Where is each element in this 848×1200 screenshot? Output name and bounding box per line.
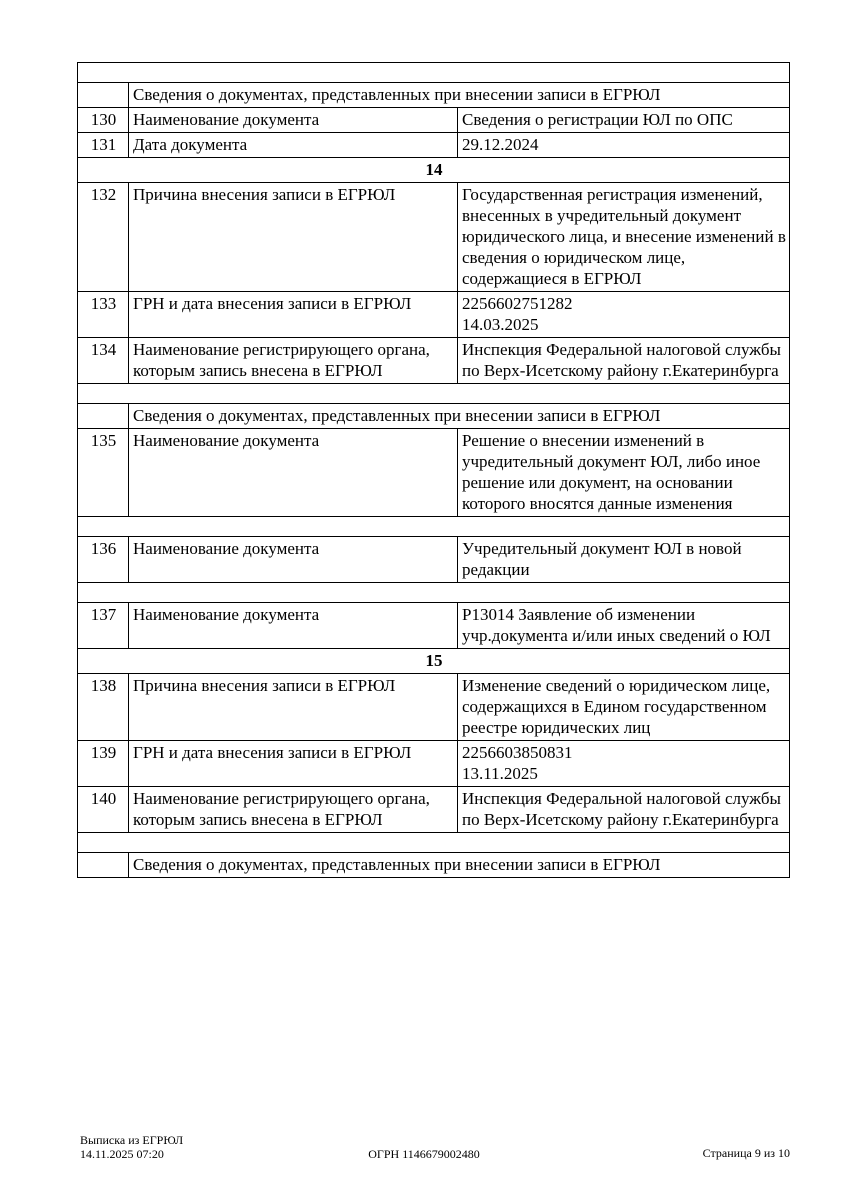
record-row bbox=[78, 537, 790, 583]
footer-doc-name: Выписка из ЕГРЮЛ bbox=[80, 1133, 184, 1147]
docs-header-empty-cell bbox=[78, 853, 129, 878]
spacer-row bbox=[78, 63, 790, 83]
docs-header-row bbox=[78, 83, 790, 108]
record-number: 131 bbox=[78, 133, 129, 158]
record-number: 140 bbox=[78, 787, 129, 833]
record-row bbox=[78, 429, 790, 517]
record-label: Наименование документа bbox=[129, 537, 458, 583]
record-value-line: Изменение сведений о юридическом лице, содержащихся в Едином государственном реестре юридических лиц bbox=[462, 676, 771, 737]
spacer-row bbox=[78, 583, 790, 603]
record-row bbox=[78, 108, 790, 133]
spacer-row bbox=[78, 384, 790, 404]
docs-header-text: Сведения о документах, представленных при внесении записи в ЕГРЮЛ bbox=[129, 83, 790, 108]
record-value bbox=[458, 674, 790, 741]
record-value-line: Р13014 Заявление об изменении учр.документа и/или иных сведений о ЮЛ bbox=[462, 605, 771, 645]
record-row bbox=[78, 787, 790, 833]
record-number: 137 bbox=[78, 603, 129, 649]
record-row bbox=[78, 674, 790, 741]
spacer-row bbox=[78, 833, 790, 853]
record-value-line: 29.12.2024 bbox=[462, 135, 539, 154]
spacer-cell bbox=[78, 833, 790, 853]
docs-header-row bbox=[78, 404, 790, 429]
record-row bbox=[78, 603, 790, 649]
group-number: 14 bbox=[78, 158, 790, 183]
record-row bbox=[78, 741, 790, 787]
record-label: Наименование документа bbox=[129, 603, 458, 649]
record-number: 136 bbox=[78, 537, 129, 583]
record-value bbox=[458, 108, 790, 133]
egrul-records-table bbox=[77, 62, 790, 878]
record-value-line: Сведения о регистрации ЮЛ по ОПС bbox=[462, 110, 733, 129]
record-value-line: 13.11.2025 bbox=[462, 764, 538, 783]
record-label: Наименование документа bbox=[129, 429, 458, 517]
record-value-line: Инспекция Федеральной налоговой службы по Верх-Исетскому району г.Екатеринбурга bbox=[462, 789, 781, 829]
docs-header-row bbox=[78, 853, 790, 878]
record-value-line: 14.03.2025 bbox=[462, 315, 539, 334]
record-value-line: Решение о внесении изменений в учредительный документ ЮЛ, либо иное решение или документ, на основании которого вносятся данные изменения bbox=[462, 431, 761, 513]
spacer-cell bbox=[78, 63, 790, 83]
record-value-line: Государственная регистрация изменений, внесенных в учредительный документ юридического лица, и внесение изменений в сведения о юридическом лице, содержащиеся в ЕГРЮЛ bbox=[462, 185, 786, 288]
record-value-line: 2256602751282 bbox=[462, 294, 573, 313]
record-label: Наименование регистрирующего органа, которым запись внесена в ЕГРЮЛ bbox=[129, 787, 458, 833]
record-value bbox=[458, 741, 790, 787]
record-value-line: 2256603850831 bbox=[462, 743, 573, 762]
record-number: 133 bbox=[78, 292, 129, 338]
record-number: 135 bbox=[78, 429, 129, 517]
record-label: Дата документа bbox=[129, 133, 458, 158]
record-value bbox=[458, 183, 790, 292]
record-row bbox=[78, 292, 790, 338]
record-number: 132 bbox=[78, 183, 129, 292]
record-value bbox=[458, 603, 790, 649]
record-label: ГРН и дата внесения записи в ЕГРЮЛ bbox=[129, 741, 458, 787]
record-value bbox=[458, 787, 790, 833]
footer-page-indicator: Страница 9 из 10 bbox=[702, 1146, 790, 1160]
spacer-row bbox=[78, 517, 790, 537]
record-number: 139 bbox=[78, 741, 129, 787]
page-footer bbox=[0, 1131, 848, 1167]
footer-doc-info bbox=[80, 1133, 183, 1161]
record-value bbox=[458, 133, 790, 158]
record-number: 134 bbox=[78, 338, 129, 384]
record-row bbox=[78, 338, 790, 384]
spacer-cell bbox=[78, 384, 790, 404]
group-number: 15 bbox=[78, 649, 790, 674]
record-label: ГРН и дата внесения записи в ЕГРЮЛ bbox=[129, 292, 458, 338]
record-value bbox=[458, 429, 790, 517]
record-value-line: Инспекция Федеральной налоговой службы по Верх-Исетскому району г.Екатеринбурга bbox=[462, 340, 781, 380]
record-label: Причина внесения записи в ЕГРЮЛ bbox=[129, 674, 458, 741]
footer-timestamp: 14.11.2025 07:20 bbox=[80, 1147, 164, 1161]
docs-header-text: Сведения о документах, представленных при внесении записи в ЕГРЮЛ bbox=[129, 404, 790, 429]
docs-header-text: Сведения о документах, представленных при внесении записи в ЕГРЮЛ bbox=[129, 853, 790, 878]
group-number-row bbox=[78, 158, 790, 183]
group-number-row bbox=[78, 649, 790, 674]
docs-header-empty-cell bbox=[78, 404, 129, 429]
spacer-cell bbox=[78, 517, 790, 537]
record-value bbox=[458, 338, 790, 384]
spacer-cell bbox=[78, 583, 790, 603]
record-number: 138 bbox=[78, 674, 129, 741]
record-label: Наименование документа bbox=[129, 108, 458, 133]
record-row bbox=[78, 183, 790, 292]
docs-header-empty-cell bbox=[78, 83, 129, 108]
record-value-line: Учредительный документ ЮЛ в новой редакции bbox=[462, 539, 742, 579]
record-value bbox=[458, 537, 790, 583]
egrul-table-body bbox=[78, 63, 790, 878]
record-label: Наименование регистрирующего органа, которым запись внесена в ЕГРЮЛ bbox=[129, 338, 458, 384]
record-label: Причина внесения записи в ЕГРЮЛ bbox=[129, 183, 458, 292]
footer-ogrn: ОГРН 1146679002480 bbox=[368, 1147, 480, 1161]
record-number: 130 bbox=[78, 108, 129, 133]
record-row bbox=[78, 133, 790, 158]
record-value bbox=[458, 292, 790, 338]
